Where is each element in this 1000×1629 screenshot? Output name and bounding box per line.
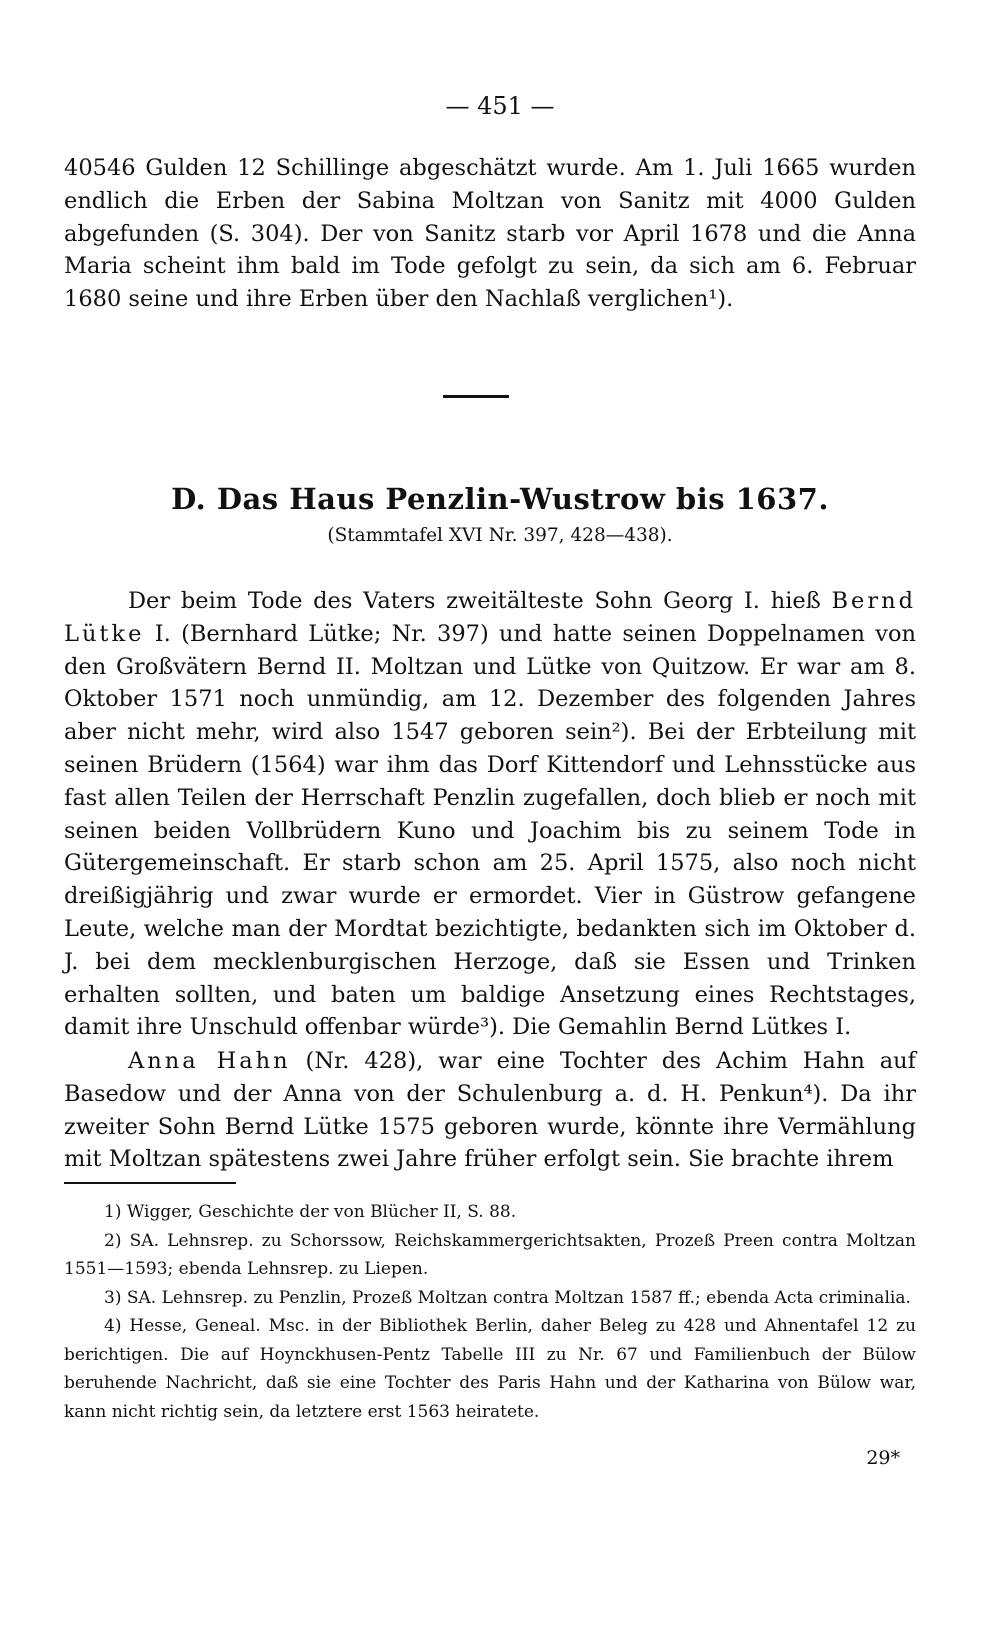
footnote-1 [64, 1198, 916, 1227]
paragraph-2-after: I. (Bernhard Lütke; Nr. 397) und hatte seinen Doppelnamen von den Großvätern Bernd II. Moltzan und Lütke von Quitzow. Er war am 8. Oktober 1571 noch unmündig, am 12. Dezember des folgenden Jahres aber nicht mehr, wird also 1547 geboren sein²). Bei der Erbteilung mit seinen Brüdern (1564) war ihm das Dorf Kittendorf und Lehnsstücke aus fast allen Teilen der Herrschaft Penzlin zugefallen, doch blieb er noch mit seinen beiden Vollbrüdern Kuno und Joachim bis zu seinem Tode in Gütergemeinschaft. Er starb schon am 25. April 1575, also noch nicht dreißigjährig und zwar wurde er ermordet. Vier in Güstrow gefangene Leute, welche man der Mordtat bezichtigte, bedankten sich im Oktober d. J. bei dem mecklenburgischen Herzoge, daß sie Essen und Trinken erhalten sollten, und baten um baldige Ansetzung eines Rechtstages, damit ihre Unschuld offenbar würde³). Die Gemahlin Bernd Lütkes I. [64, 620, 916, 1041]
paragraph-2-before: Der beim Tode des Vaters zweitälteste Sohn Georg I. hieß [128, 588, 832, 614]
spaced-name-bernd-luetke: Bernd Lütke [64, 588, 916, 647]
footnote-4 [64, 1312, 916, 1426]
section-heading: D. Das Haus Penzlin-Wustrow bis 1637. [171, 482, 829, 516]
paragraph-2 [64, 585, 916, 1044]
footnote-text: Wigger, Geschichte der von Blücher II, S. 88. [126, 1202, 517, 1222]
footnote-text: Hesse, Geneal. Msc. in der Bibliothek Berlin, daher Beleg zu 428 und Ahnentafel 12 zu berichtigen. Die auf Hoynckhusen-Pentz Tabelle III zu Nr. 67 und Familienbuch der Bülow beruhende Nachricht, daß sie eine Tochter des Paris Hahn und der Katharina von Bülow war, kann nicht richtig sein, da letztere erst 1563 heiratete. [64, 1316, 916, 1422]
signature-mark: 29* [866, 1447, 900, 1469]
footnote-mark: 3) [104, 1287, 122, 1308]
footnote-2 [64, 1227, 916, 1284]
paragraph-3-after: (Nr. 428), war eine Tochter des Achim Hahn auf Basedow und der Anna von der Schulenburg a. d. H. Penkun⁴). Da ihr zweiter Sohn Bernd Lütke 1575 geboren wurde, könnte ihre Vermählung mit Moltzan spätestens zwei Jahre früher erfolgt sein. Sie brachte ihrem [64, 1048, 916, 1173]
footnote-text: SA. Lehnsrep. zu Schorssow, Reichskammergerichtsakten, Prozeß Preen contra Moltzan 1551—1593; ebenda Lehnsrep. zu Liepen. [64, 1230, 916, 1279]
section-divider [443, 395, 509, 398]
footnote-mark: 1) [104, 1202, 122, 1222]
footnotes [64, 1198, 916, 1426]
footnote-mark: 4) [104, 1316, 122, 1336]
footnote-text: SA. Lehnsrep. zu Penzlin, Prozeß Moltzan contra Moltzan 1587 ff.; ebenda Acta criminalia. [126, 1287, 911, 1308]
section-subheading: (Stammtafel XVI Nr. 397, 428—438). [327, 525, 673, 546]
footnote-3 [64, 1284, 916, 1313]
spaced-name-anna-hahn: Anna Hahn [128, 1048, 291, 1074]
paragraph-1: 40546 Gulden 12 Schillinge abgeschätzt wurde. Am 1. Juli 1665 wurden endlich die Erben der Sabina Moltzan von Sanitz mit 4000 Gulden abgefunden (S. 304). Der von Sanitz starb vor April 1678 und die Anna Maria scheint ihm bald im Tode gefolgt zu sein, da sich am 6. Februar 1680 seine und ihre Erben über den Nachlaß verglichen¹). [64, 155, 916, 313]
footnote-divider [64, 1182, 236, 1184]
page-number: — 451 — [445, 92, 555, 120]
footnote-mark: 2) [104, 1230, 122, 1251]
paragraph-3 [64, 1045, 916, 1176]
